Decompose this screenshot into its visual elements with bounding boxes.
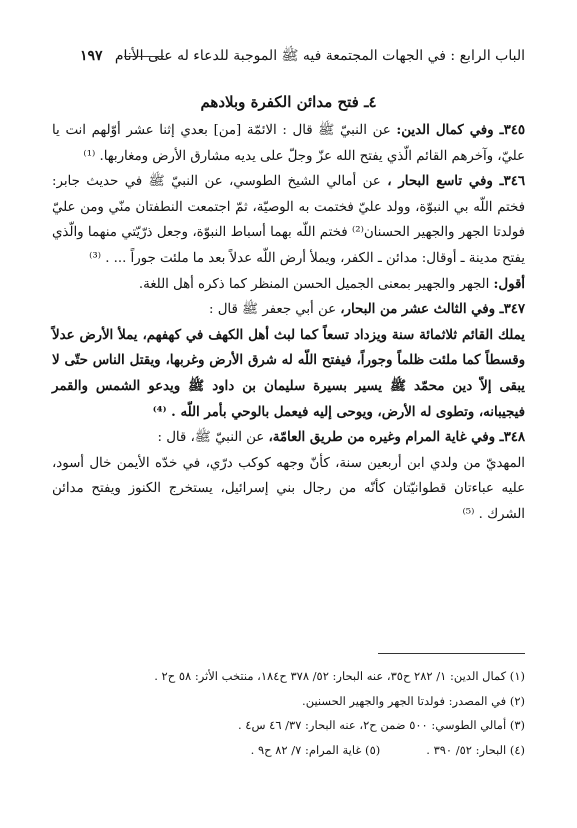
footnote: (٤) البحار: ٥٢/ ٣٩٠ . [426, 742, 525, 757]
body-text [52, 118, 525, 528]
paragraph-text: عن أبي جعفر ﷺ قال : [209, 302, 341, 318]
footnote: (٣) أمالي الطوسي: ٥٠٠ ضمن ح٢، عنه البحار: ٣٧/ ٤٦ س٤ . [237, 718, 525, 732]
footnote-separator [378, 653, 525, 654]
section-heading: ٤ـ فتح مدائن الكفرة وبلادهم [200, 93, 377, 111]
paragraph-text: عن أمالي الشيخ الطوسي، عن النبيّ ﷺ في حديث جابر: فختم اللّه بي النبوّة، وولد عليّ فختمت به الوصيّة، ثمّ اجتمعت النطفتان منّي ومن عليّ فولدتا الجهر والجهير الحسنان⁽²⁾ فختم اللّه بهما أسباط النبوّة، وجعل ذرّيّتي منهما والّذي يفتح مدينة ـ أوقال: مدائن ـ الكفر، ويملأ أرض اللّه عدلاً بعد ما ملئت جوراً ... . ⁽³⁾ [52, 174, 526, 266]
paragraph-text: عن النبيّ ﷺ، قال : [157, 430, 269, 446]
paragraph-text: الجهر والجهير بمعنى الجميل الحسن المنظر كما ذكره أهل اللغة. [138, 276, 494, 292]
paragraph-lead: ٣٤٧ـ وفي الثالث عشر من البحار، [340, 302, 525, 318]
paragraph-lead: ٣٤٦ـ وفي تاسع البحار ، [387, 174, 525, 190]
paragraph [52, 297, 525, 323]
paragraph [52, 425, 525, 451]
paragraph-text: يملك القائم ثلاثمائة سنة ويزداد تسعاً كما لبث أهل الكهف في كهفهم، يملأ الأرض عدلاً وقسطاً كما ملئت ظلماً وجوراً، فيفتح اللّه له شرق الأرض وغربها، ويقتل الناس حتّى لا يبقى إلاّ دين محمّد ﷺ يسير بسيرة سليمان بن داود ﷺ ويدعو الشمس والقمر فيجيبانه، وتطوى له الأرض، ويوحى إليه فيعمل بالوحي بأمر اللّه . ⁽⁴⁾ [52, 327, 525, 420]
footnotes [52, 664, 525, 762]
paragraph [52, 272, 525, 298]
footnote: (٥) غاية المرام: ٧/ ٨٢ ح٩ . [250, 742, 381, 757]
paragraph [52, 323, 525, 425]
paragraph-lead: ٣٤٥ـ وفي كمال الدين: [396, 123, 525, 138]
footnote-row [52, 738, 525, 763]
header-title: الباب الرابع : في الجهات المجتمعة فيه ﷺ الموجبة للدعاء له على الأنام [114, 48, 525, 64]
paragraph-lead: أقول: [493, 276, 525, 292]
footnote: (١) كمال الدين: ١/ ٢٨٢ ح٣٥، عنه البحار: ٥٢/ ٣٧٨ ح١٨٤، منتخب الأثر: ٥٨ ح٢ . [154, 669, 525, 683]
page-number: ١٩٧ [80, 48, 103, 64]
footnote: (٢) في المصدر: فولدتا الجهر والجهير الحسنين. [302, 693, 525, 708]
paragraph [52, 451, 525, 528]
paragraph-text: المهديّ من ولدي ابن أربعين سنة، كأنّ وجهه كوكب درّي، في خدّه الأيمن خال أسود، عليه عباءتان قطوانيّتان كأنّه من رجال بني إسرائيل، يستخرج الكنوز ويفتح مدائن الشرك . ⁽⁵⁾ [52, 455, 525, 522]
paragraph [52, 118, 525, 169]
header-rule [124, 56, 164, 57]
paragraph [52, 169, 525, 271]
paragraph-lead: ٣٤٨ـ وفي غاية المرام وغيره من طريق العامّة، [268, 430, 525, 446]
paragraph-text: عن النبيّ ﷺ قال : الائمّة [من] بعدي إثنا عشر أوّلهم انت يا عليّ، وآخرهم القائم الّذي يفتح الله عزّ وجلّ على يديه مشارق الأرض ومغاربها. ⁽¹⁾ [52, 123, 525, 164]
running-header [80, 44, 525, 68]
